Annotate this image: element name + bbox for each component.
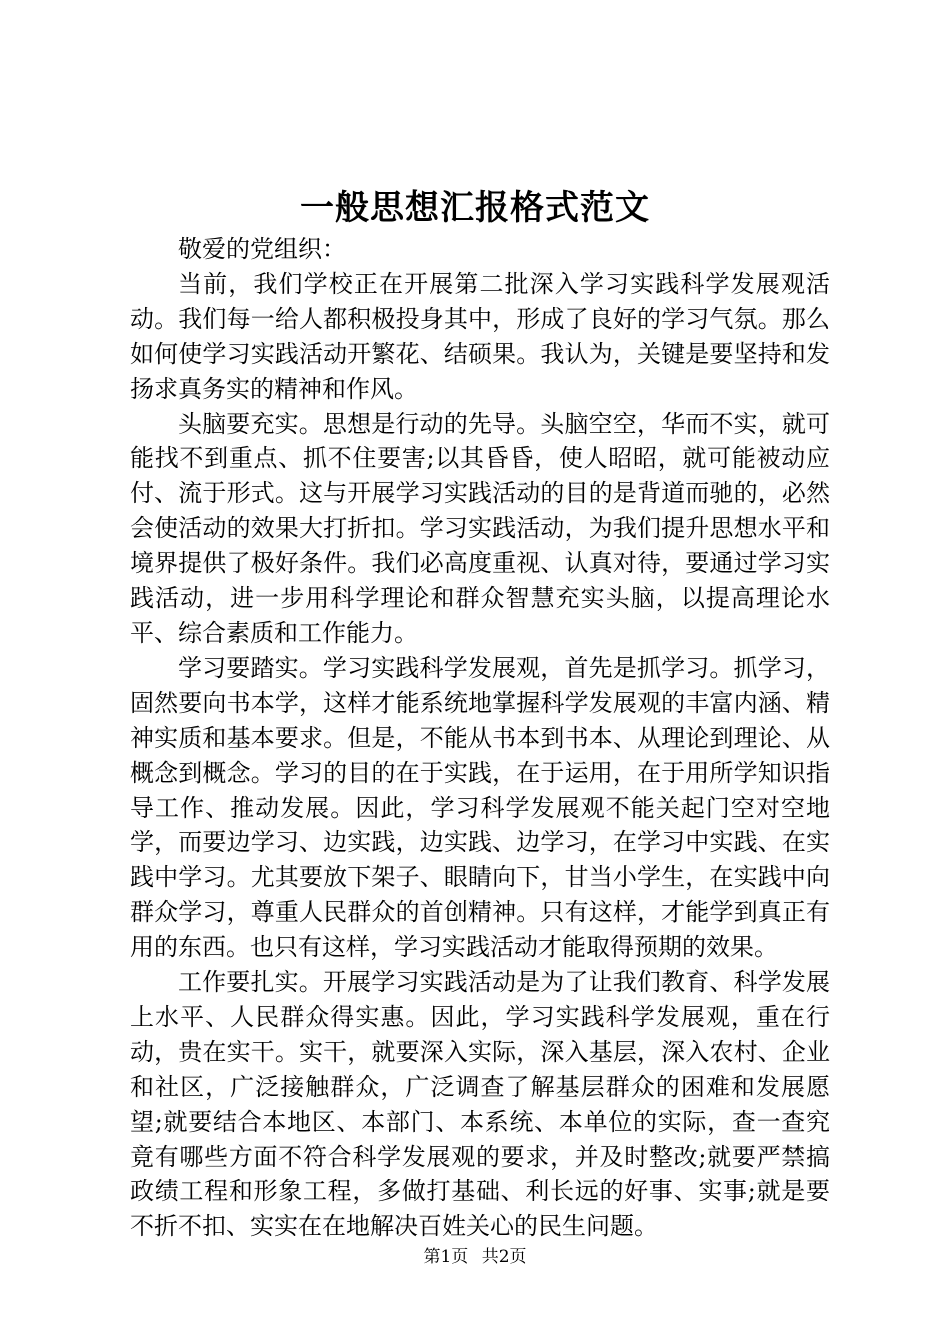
paragraph-mind: 头脑要充实。思想是行动的先导。头脑空空，华而不实，就可能找不到重点、抓不住要害;以其昏昏，使人昭昭，就可能被动应付、流于形式。这与开展学习实践活动的目的是背道而驰的，必然会使活动的效果大打折扣。学习实践活动，为我们提升思想水平和境界提供了极好条件。我们必高度重视、认真对待，要通过学习实践活动，进一步用科学理论和群众智慧充实头脑，以提高理论水平、综合素质和工作能力。 — [130, 409, 830, 647]
paragraph-study: 学习要踏实。学习实践科学发展观，首先是抓学习。抓学习，固然要向书本学，这样才能系统地掌握科学发展观的丰富内涵、精神实质和基本要求。但是，不能从书本到书本、从理论到理论、从概念到概念。学习的目的在于实践，在于运用，在于用所学知识指导工作、推动发展。因此，学习科学发展观不能关起门空对空地学，而要边学习、边实践，边实践、边学习，在学习中实践、在实践中学习。尤其要放下架子、眼睛向下，甘当小学生，在实践中向群众学习，尊重人民群众的首创精神。只有这样，才能学到真正有用的东西。也只有这样，学习实践活动才能取得预期的效果。 — [130, 653, 830, 962]
page-total: 共2页 — [481, 1247, 527, 1267]
document-body — [130, 232, 830, 1244]
page-footer — [0, 1246, 950, 1268]
salutation: 敬爱的党组织： — [178, 235, 346, 263]
paragraph-intro: 当前，我们学校正在开展第二批深入学习实践科学发展观活动。我们每一给人都积极投身其中，形成了良好的学习气氛。那么如何使学习实践活动开繁花、结硕果。我认为，关键是要坚持和发扬求真务实的精神和作风。 — [130, 269, 830, 403]
page-number: 第1页 — [423, 1247, 469, 1267]
document-title: 一般思想汇报格式范文 — [300, 188, 650, 228]
paragraph-work: 工作要扎实。开展学习实践活动是为了让我们教育、科学发展上水平、人民群众得实惠。因此，学习实践科学发展观，重在行动，贵在实干。实干，就要深入实际，深入基层，深入农村、企业和社区，广泛接触群众，广泛调查了解基层群众的困难和发展愿望;就要结合本地区、本部门、本系统、本单位的实际，查一查究竟有哪些方面不符合科学发展观的要求，并及时整改;就要严禁搞政绩工程和形象工程，多做打基础、利长远的好事、实事;就是要不折不扣、实实在在地解决百姓关心的民生问题。 — [130, 968, 830, 1241]
